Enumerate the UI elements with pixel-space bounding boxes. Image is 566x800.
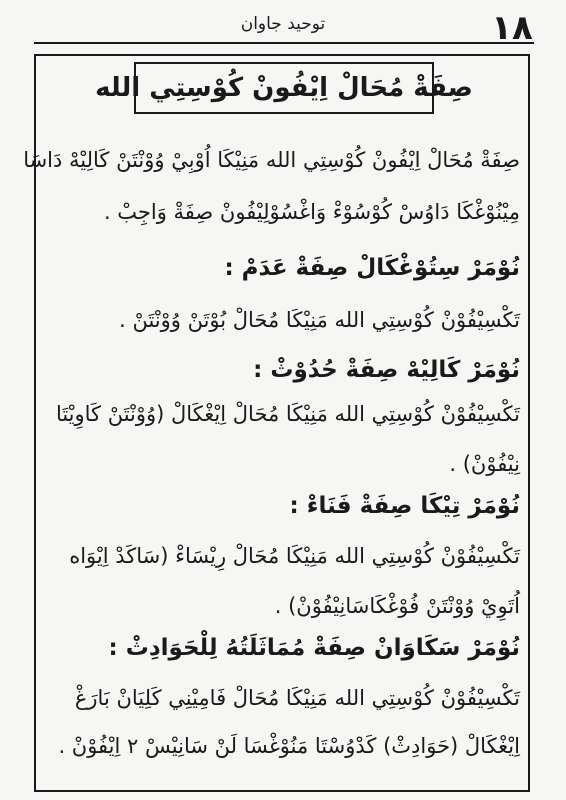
body-line-7: اُتَوِيْ وُوْنْتَنْ فُوْغْكَاسَانِيْفُوْنْ) .: [274, 594, 520, 618]
body-line-5: نِيْفُوْنْ) .: [449, 452, 520, 476]
body-line-2: مِيْنُوْغْكَا دَاوُسْ كُوْسُوْءْ وَاغْسُوْلِيْفُونْ صِفَةْ وَاجِبْ .: [103, 200, 520, 224]
subheading-adam: نُوْمَرْ سِتُوْغْكَالْ صِفَةْ عَدَمْ :: [224, 255, 520, 281]
body-line-8: تَكْسِيْفُوْنْ كُوْسِتِي الله مَنِيْكَا مُحَالْ فَامِيْنِي كَلِيَانْ بَارَغْ: [74, 686, 520, 710]
body-line-4: تَكْسِيْفُوْنْ كُوْسِتِي الله مَنِيْكَا مُحَالْ اِيْغْكَالْ (وُوْنْتَنْ كَاوِيْتَا: [55, 402, 520, 426]
subheading-mumasalah: نُوْمَرْ سَكَاوَانْ صِفَةْ مُمَاثَلَتُهُ لِلْحَوَادِثْ :: [108, 635, 520, 661]
subheading-fana: نُوْمَرْ تِيْكَا صِفَةْ فَنَاءْ :: [289, 493, 520, 519]
header-rule: [34, 42, 534, 44]
section-title: صِفَةْ مُحَالْ اِيْفُونْ كُوْسِتِي الله: [134, 62, 434, 114]
running-header: توحيد جاوان: [240, 14, 326, 34]
body-line-1: صِفَةْ مُحَالْ اِيْفُونْ كُوْسِتِي الله مَنِيْكَا اُوْبِيْ وُوْنْتَنْ كَالِيْهْ دَاسَا: [23, 148, 520, 172]
body-line-3: تَكْسِيْفُوْنْ كُوْسِتِي الله مَنِيْكَا مُحَالْ بُوْتَنْ وُوْنْتَنْ .: [119, 308, 520, 332]
body-line-6: تَكْسِيْفُوْنْ كُوْسِتِي الله مَنِيْكَا مُحَالْ رِيْسَاءْ (سَاكَدْ اِيْوَاه: [69, 544, 520, 568]
subheading-hudus: نُوْمَرْ كَالِيْهْ صِفَةْ حُدُوْثْ :: [253, 357, 520, 383]
page-number: ١٨: [491, 8, 533, 48]
body-line-9: اِيْغْكَالْ (حَوَادِثْ) كَدْوُسْتَا مَنُوْغْسَا لَنْ سَانِيْسْ ٢ اِيْفُوْنْ .: [58, 734, 520, 758]
